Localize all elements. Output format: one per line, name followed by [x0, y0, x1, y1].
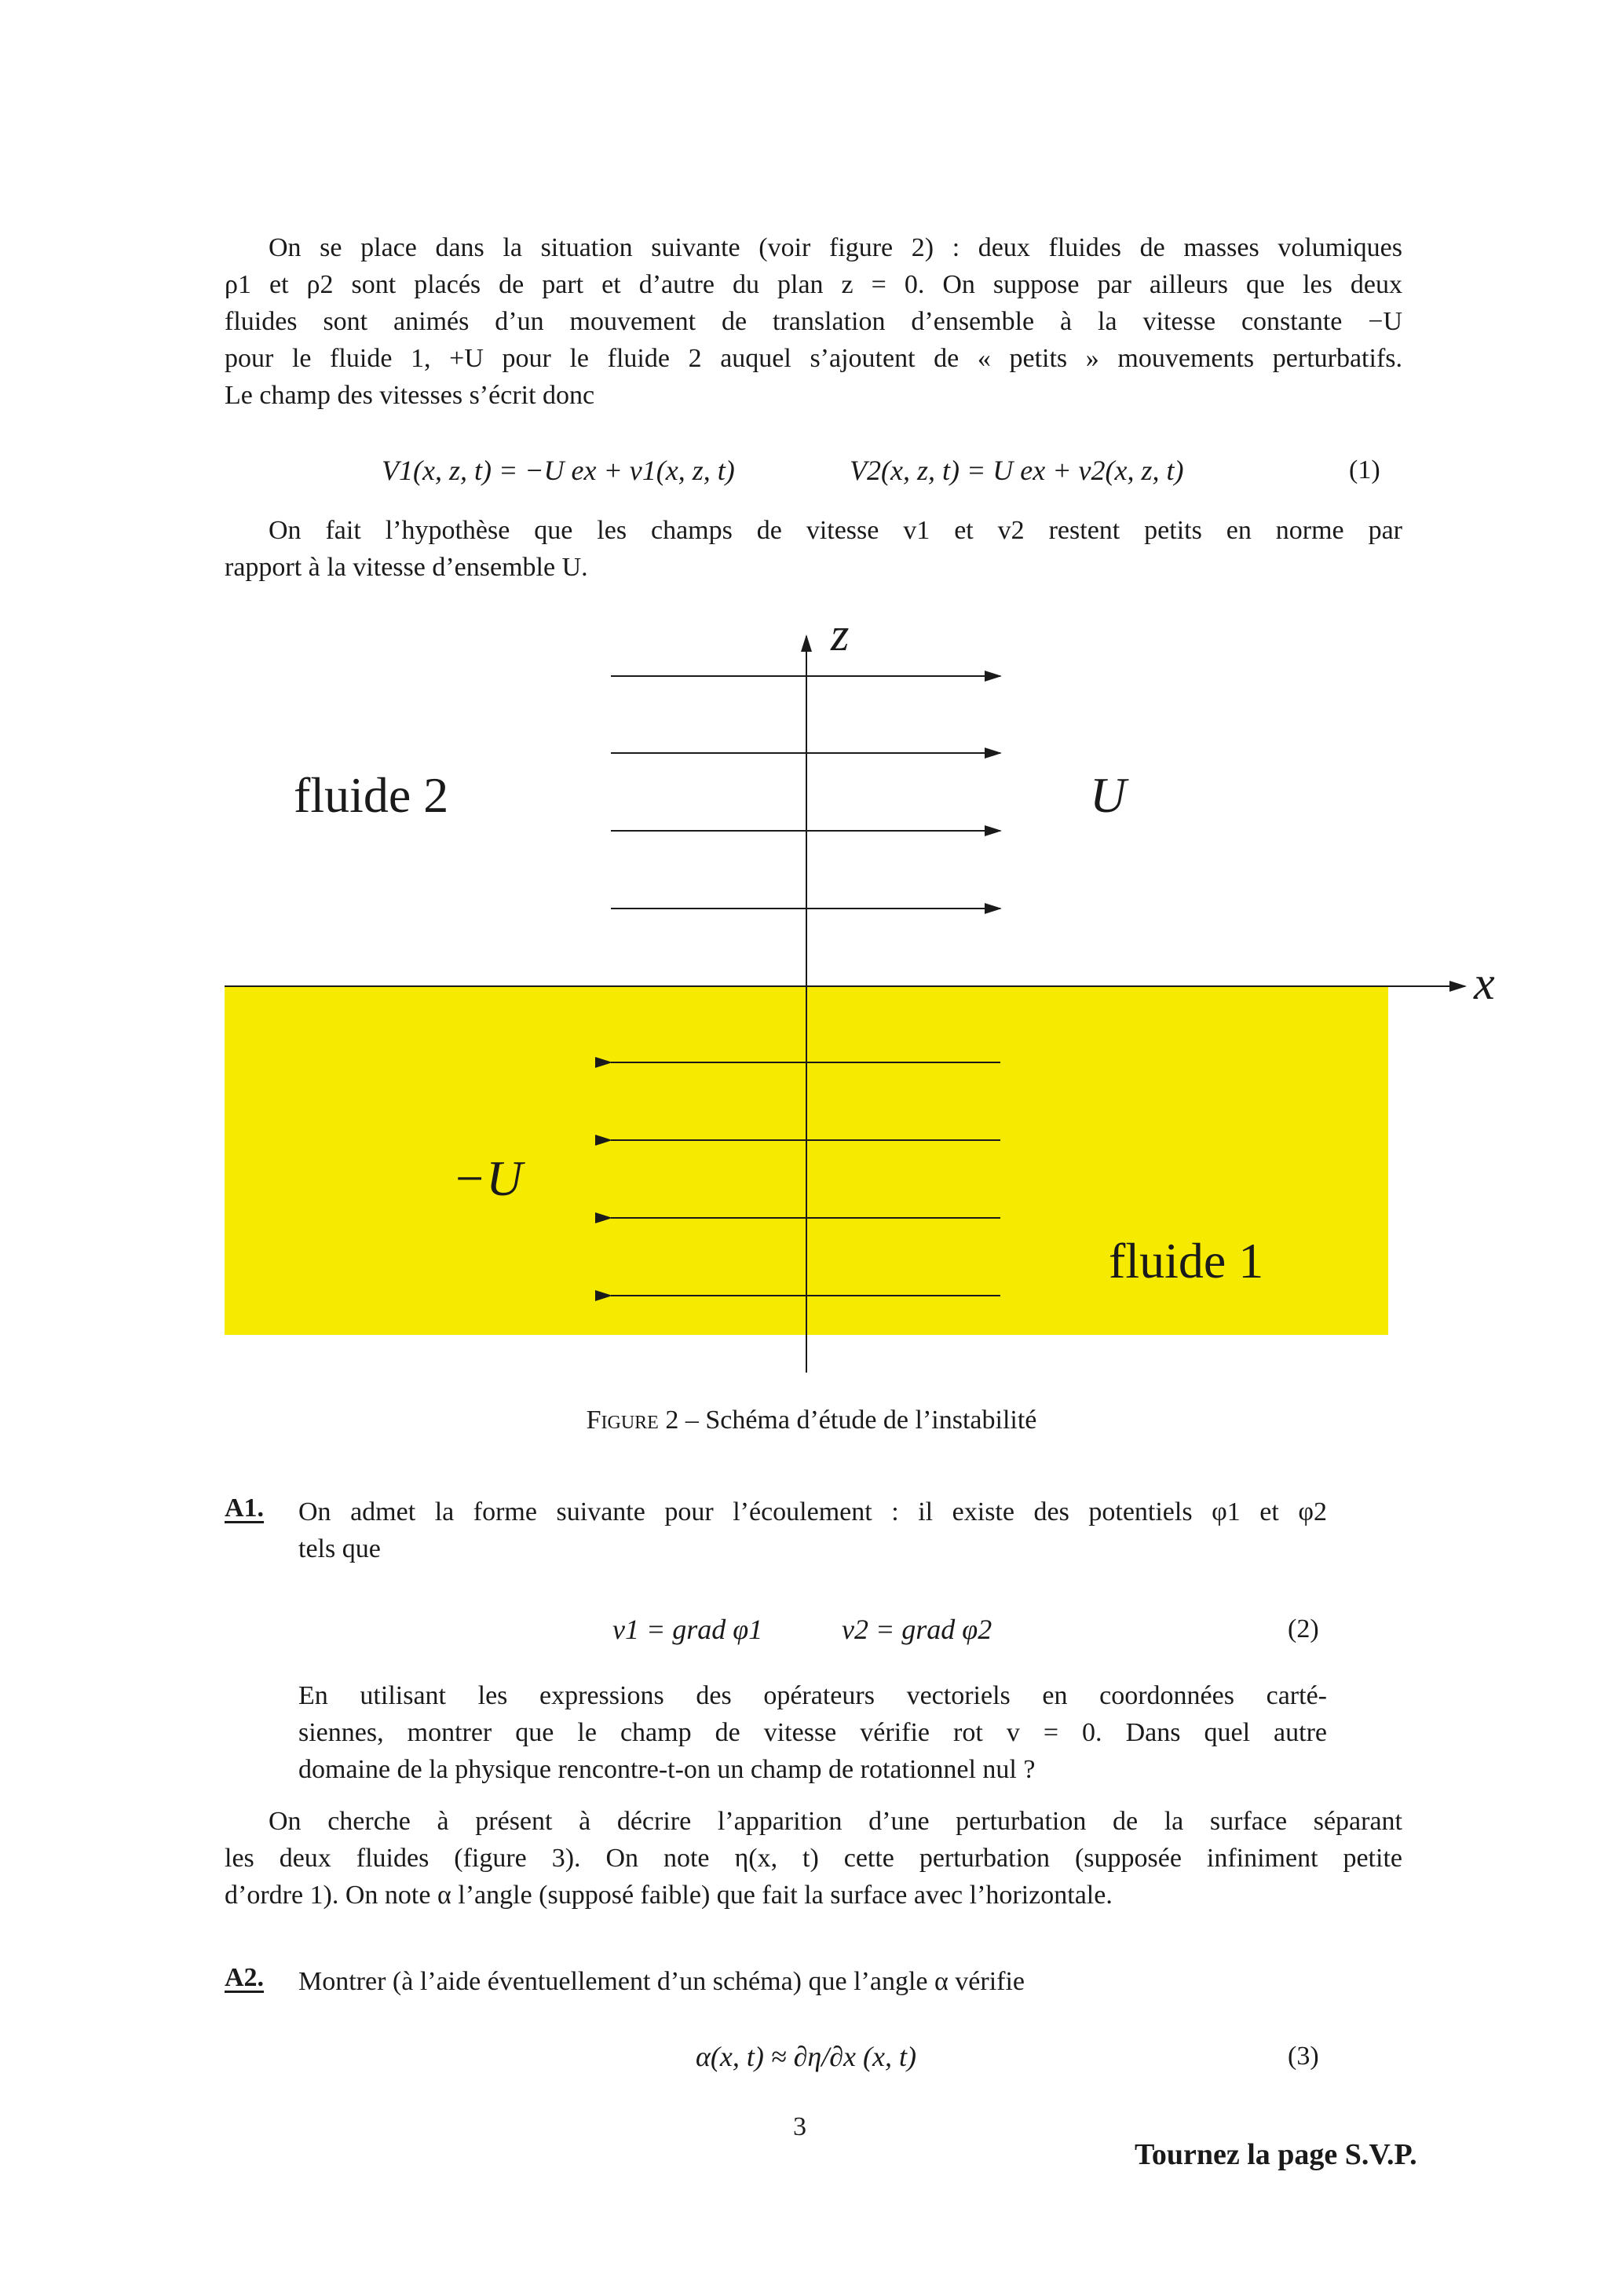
intro-line-4: pour le fluide 1, +U pour le fluide 2 auquel s’ajoutent de « petits » mouvements perturbatifs.: [225, 344, 1402, 373]
equation-2-number: (2): [1288, 1614, 1319, 1643]
fluid-2-label: fluide 2: [294, 767, 449, 823]
equation-3: α(x, t) ≈ ∂η/∂x (x, t): [696, 2041, 916, 2072]
equation-1-right: V2(x, z, t) = U ex + v2(x, z, t): [850, 455, 1184, 486]
intro-line-1: On se place dans la situation suivante (voir figure 2) : deux fluides de masses volumiques: [269, 233, 1402, 262]
a1-line-2: tels que: [298, 1534, 381, 1563]
perturbation-line-3: d’ordre 1). On note α l’angle (supposé faible) que fait la surface avec l’horizontale.: [225, 1881, 1113, 1910]
question-a1-label: A1.: [225, 1493, 265, 1523]
turn-page-note: Tournez la page S.V.P.: [1135, 2138, 1417, 2171]
equation-1-left: V1(x, z, t) = −U ex + v1(x, z, t): [382, 455, 735, 486]
perturbation-paragraph: [225, 1803, 1402, 1914]
equation-2-left: v1 = grad φ1: [612, 1614, 763, 1645]
perturbation-line-2: les deux fluides (figure 3). On note η(x, t) cette perturbation (supposée infiniment petite: [225, 1844, 1402, 1873]
hypothesis-line-2: rapport à la vitesse d’ensemble U.: [225, 553, 588, 582]
velocity-u-label: U: [1090, 767, 1127, 823]
fluid-1-label: fluide 1: [1109, 1233, 1264, 1289]
figure-caption-prefix: Figure 2: [586, 1406, 679, 1435]
figure-caption-text: – Schéma d’étude de l’instabilité: [678, 1406, 1037, 1435]
velocity-minus-u-label: −U: [452, 1150, 523, 1206]
equation-3-number: (3): [1288, 2042, 1319, 2071]
a1-followup-line-1: En utilisant les expressions des opérateurs vectoriels en coordonnées carté-: [298, 1681, 1327, 1710]
perturbation-line-1: On cherche à présent à décrire l’apparition d’une perturbation de la surface séparant: [269, 1807, 1402, 1836]
a2-line-1: Montrer (à l’aide éventuellement d’un schéma) que l’angle α vérifie: [298, 1967, 1025, 1996]
equation-1-number: (1): [1349, 455, 1380, 484]
a1-followup-line-2: siennes, montrer que le champ de vitesse vérifie rot v = 0. Dans quel autre: [298, 1718, 1327, 1747]
z-axis-label: z: [831, 609, 850, 660]
equation-2-right: v2 = grad φ2: [842, 1614, 992, 1645]
a1-followup-line-3: domaine de la physique rencontre-t-on un champ de rotationnel nul ?: [298, 1755, 1036, 1784]
intro-line-2: ρ1 et ρ2 sont placés de part et d’autre du plan z = 0. On suppose par ailleurs que les deux: [225, 270, 1402, 299]
question-a1-text: [298, 1493, 1327, 1567]
a1-line-1: On admet la forme suivante pour l’écoulement : il existe des potentiels φ1 et φ2: [298, 1497, 1327, 1526]
question-a2-label: A2.: [225, 1963, 265, 1992]
x-axis-label: x: [1474, 957, 1495, 1009]
intro-line-3: fluides sont animés d’un mouvement de translation d’ensemble à la vitesse constante −U: [225, 307, 1402, 336]
intro-line-5: Le champ des vitesses s’écrit donc: [225, 381, 595, 410]
question-a2-text: [298, 1963, 1327, 2000]
hypothesis-line-1: On fait l’hypothèse que les champs de vitesse v1 et v2 restent petits en norme par: [269, 516, 1402, 545]
figure-caption: [0, 1406, 1623, 1435]
page-number: 3: [793, 2112, 806, 2141]
question-a1-followup: [298, 1677, 1327, 1788]
